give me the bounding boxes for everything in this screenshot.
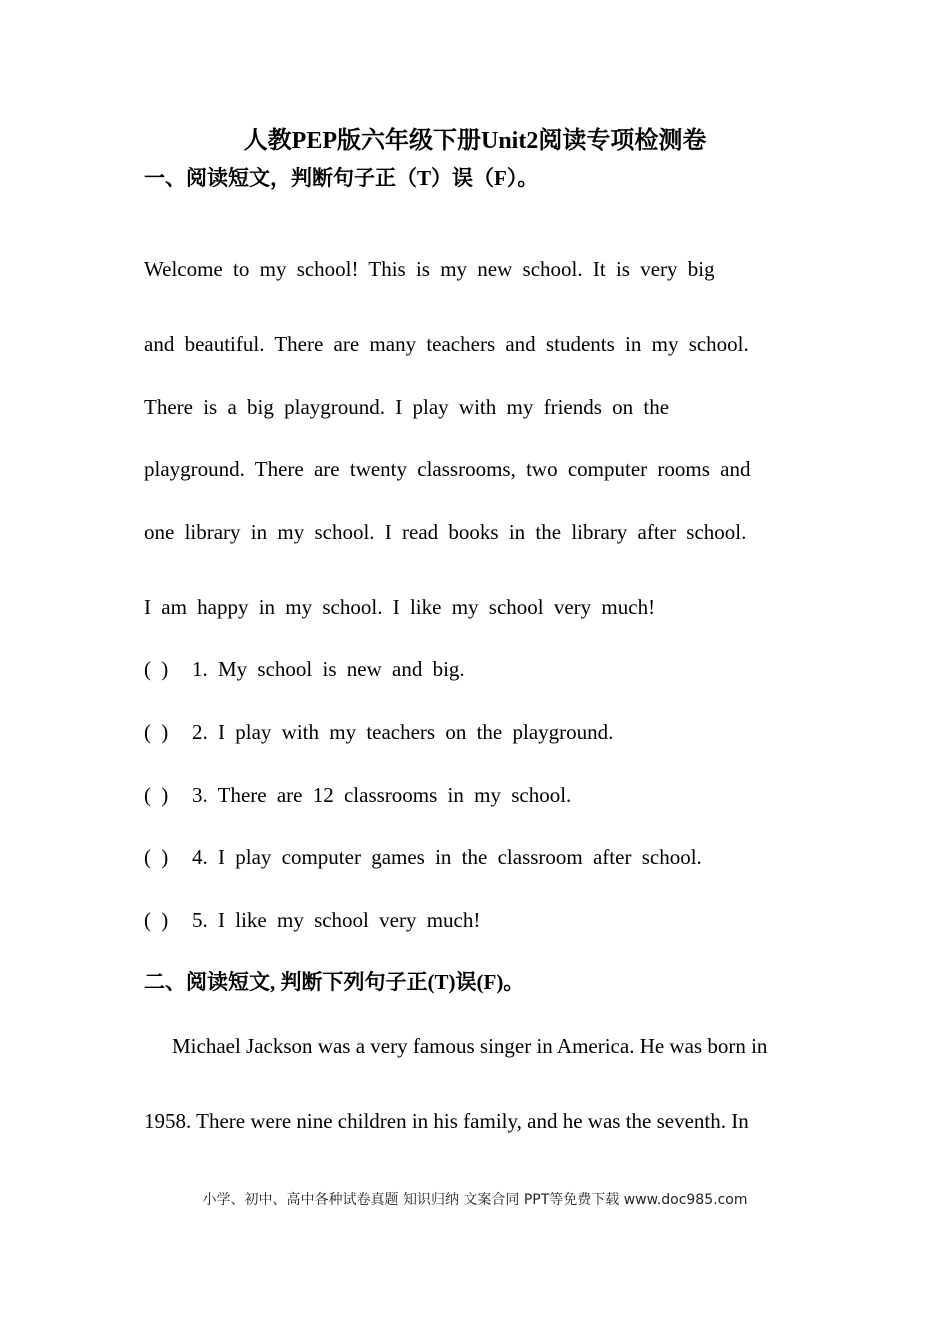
question-text: 2. I play with my teachers on the playground. [192, 720, 614, 744]
section1-heading: 一、阅读短文，判断句子正（T）误（F）。 [144, 166, 539, 190]
passage1-line-4: playground. There are twenty classrooms, two computer rooms and [144, 457, 751, 481]
passage1-line-6: I am happy in my school. I like my school very much! [144, 595, 656, 619]
page-footer: 小学、初中、高中各种试卷真题 知识归纳 文案合同 PPT等免费下载 www.doc985.com [202, 1192, 748, 1208]
question-text: 1. My school is new and big. [192, 657, 465, 681]
answer-blank[interactable]: ( ) [144, 657, 169, 681]
answer-blank[interactable]: ( ) [144, 845, 169, 869]
passage1-line-2: and beautiful. There are many teachers and students in my school. [144, 332, 749, 356]
passage2-line-2: 1958. There were nine children in his family, and he was the seventh. In [144, 1109, 749, 1133]
question-3 [144, 781, 571, 809]
answer-blank[interactable]: ( ) [144, 720, 169, 744]
question-4 [144, 843, 702, 871]
question-1 [144, 655, 465, 683]
question-text: 3. There are 12 classrooms in my school. [192, 783, 572, 807]
section2-heading: 二、阅读短文, 判断下列句子正(T)误(F)。 [144, 970, 525, 994]
passage1-line-5: one library in my school. I read books in the library after school. [144, 520, 747, 544]
question-2 [144, 718, 613, 746]
question-text: 5. I like my school very much! [192, 908, 481, 932]
passage1-line-1: Welcome to my school! This is my new school. It is very big [144, 257, 715, 281]
answer-blank[interactable]: ( ) [144, 908, 169, 932]
passage2-line-1: Michael Jackson was a very famous singer in America. He was born in [172, 1034, 768, 1058]
question-5 [144, 906, 480, 934]
question-text: 4. I play computer games in the classroom after school. [192, 845, 702, 869]
answer-blank[interactable]: ( ) [144, 783, 169, 807]
page-title: 人教PEP版六年级下册Unit2阅读专项检测卷 [243, 128, 707, 154]
passage1-line-3: There is a big playground. I play with my friends on the [144, 395, 670, 419]
